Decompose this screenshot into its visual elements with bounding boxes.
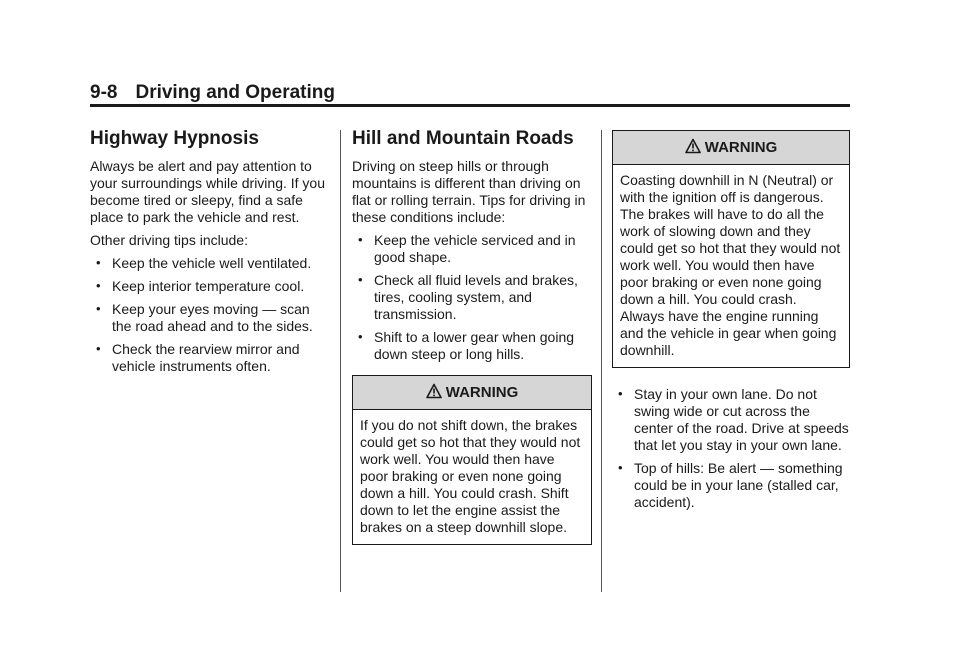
page-header	[90, 82, 850, 106]
section-title-hill-mountain-roads: Hill and Mountain Roads	[352, 128, 574, 149]
section-title-highway-hypnosis: Highway Hypnosis	[90, 128, 259, 149]
list-item: • Keep interior temperature cool.	[90, 278, 326, 295]
warning-triangle-icon	[685, 138, 701, 154]
warning-label: WARNING	[704, 139, 778, 156]
list-item: • Keep the vehicle serviced and in good shape.	[352, 232, 592, 266]
warning-box	[352, 375, 592, 545]
column-hill-mountain-roads	[352, 128, 592, 559]
warning-box	[612, 130, 850, 368]
list-item: • Top of hills: Be alert — something could be in your lane (stalled car, accident).	[612, 460, 850, 511]
list-item: • Keep your eyes moving — scan the road ahead and to the sides.	[90, 301, 326, 335]
chapter-title: Driving and Operating	[135, 82, 335, 103]
warning-triangle-icon	[426, 383, 442, 399]
header-rule	[90, 104, 850, 107]
column-divider-2	[601, 130, 602, 592]
list-item: • Keep the vehicle well ventilated.	[90, 255, 326, 272]
hill-intro: Driving on steep hills or through mountains is different than driving on flat or rolling terrain. Tips for driving in these conditions include:	[352, 158, 586, 225]
list-item: • Stay in your own lane. Do not swing wide or cut across the center of the road. Drive at speeds that let you stay in your own lane.	[612, 386, 850, 454]
list-item: • Check all fluid levels and brakes, tires, cooling system, and transmission.	[352, 272, 592, 323]
column-divider-1	[340, 130, 341, 592]
column-highway-hypnosis	[90, 128, 326, 381]
warning-header	[613, 131, 849, 165]
list-item: • Check the rearview mirror and vehicle instruments often.	[90, 341, 326, 375]
warning-label: WARNING	[445, 384, 519, 401]
warning-text: Coasting downhill in N (Neutral) or with the ignition off is dangerous. The brakes will have to do all the work of slowing down and they could get so hot that they would not work well. You would then have poor braking or even none going down a hill. You could crash. Always have the engine running and the vehicle in gear when going downhill.	[620, 172, 841, 358]
page-number: 9-8	[90, 82, 118, 103]
hill-tips-list	[352, 232, 592, 363]
highway-intro: Always be alert and pay attention to your surroundings while driving. If you become tired or sleepy, find a safe place to park the vehicle and rest.	[90, 158, 326, 225]
warning-header	[353, 376, 591, 410]
column-hill-continued	[612, 130, 850, 517]
warning-text: If you do not shift down, the brakes could get so hot that they would not work well. You would then have poor braking or even none going down a hill. You could crash. Shift down to let the engine assist the brakes on a steep downhill slope.	[360, 417, 581, 535]
highway-tips-list	[90, 255, 326, 375]
list-item: • Shift to a lower gear when going down steep or long hills.	[352, 329, 592, 363]
hill-tips-list-continued	[612, 386, 850, 511]
tips-intro: Other driving tips include:	[90, 232, 248, 248]
